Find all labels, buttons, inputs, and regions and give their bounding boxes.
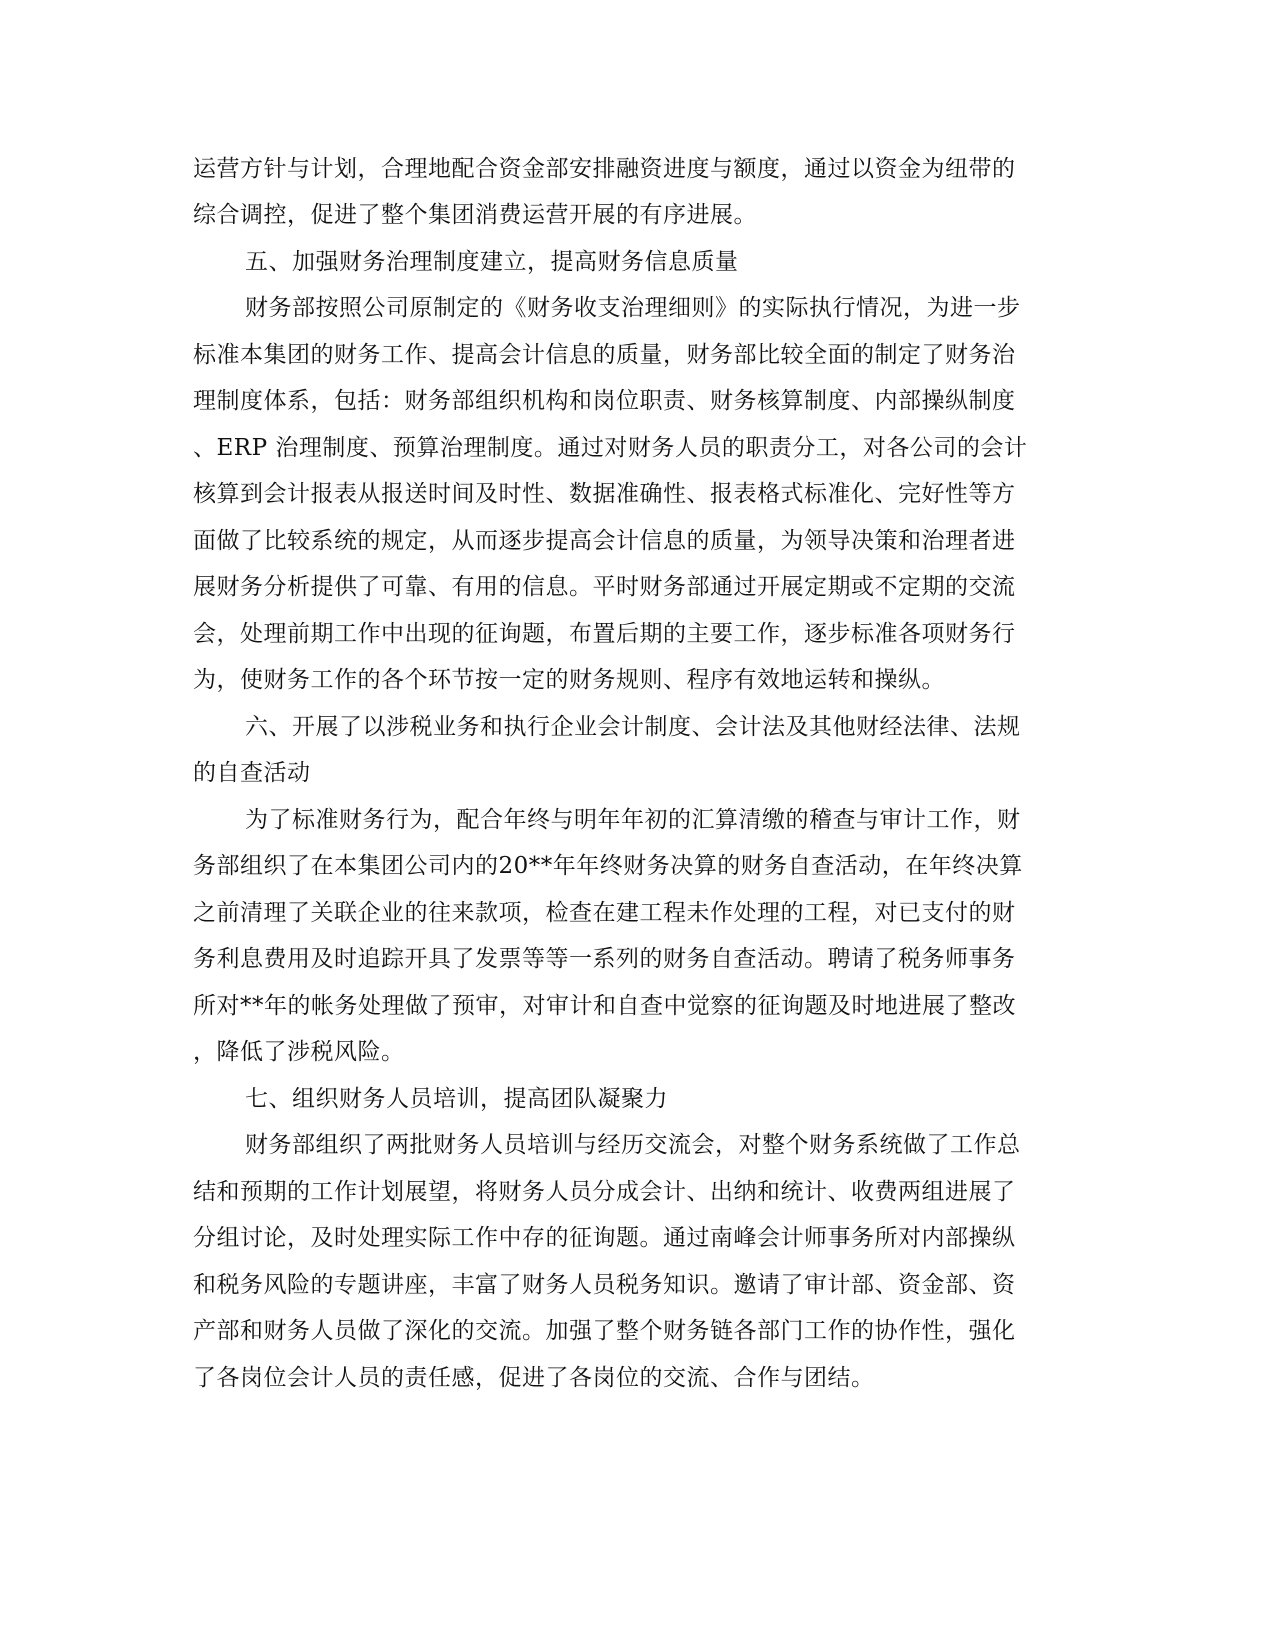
text-line: 为了标准财务行为，配合年终与明年年初的汇算清缴的稽查与审计工作，财	[245, 807, 1021, 833]
text-line: 财务部组织了两批财务人员培训与经历交流会，对整个财务系统做了工作总	[245, 1132, 1021, 1158]
text-line: 结和预期的工作计划展望，将财务人员分成会计、出纳和统计、收费两组进展了	[193, 1179, 1016, 1205]
text-line: 会，处理前期工作中出现的征询题，布置后期的主要工作，逐步标准各项财务行	[193, 621, 1016, 647]
text-line: ，降低了涉税风险。	[193, 1039, 405, 1065]
text-line: 面做了比较系统的规定，从而逐步提高会计信息的质量，为领导决策和治理者进	[193, 528, 1016, 554]
text-line: 、ERP 治理制度、预算治理制度。通过对财务人员的职责分工，对各公司的会计	[193, 435, 1028, 461]
text-line: 标准本集团的财务工作、提高会计信息的质量，财务部比较全面的制定了财务治	[193, 342, 1016, 368]
text-line: 理制度体系，包括：财务部组织机构和岗位职责、财务核算制度、内部操纵制度	[193, 388, 1016, 414]
section-heading-6-cont: 的自查活动	[193, 760, 311, 786]
text-line: 务部组织了在本集团公司内的20**年年终财务决算的财务自查活动，在年终决算	[193, 853, 1023, 879]
text-line: 所对**年的帐务处理做了预审，对审计和自查中觉察的征询题及时地进展了整改	[193, 993, 1016, 1019]
text-line: 财务部按照公司原制定的《财务收支治理细则》的实际执行情况，为进一步	[245, 295, 1021, 321]
text-line: 产部和财务人员做了深化的交流。加强了整个财务链各部门工作的协作性，强化	[193, 1318, 1016, 1344]
section-heading-7: 七、组织财务人员培训，提高团队凝聚力	[245, 1086, 668, 1112]
text-line: 务利息费用及时追踪开具了发票等等一系列的财务自查活动。聘请了税务师事务	[193, 946, 1016, 972]
section-heading-6: 六、开展了以涉税业务和执行企业会计制度、会计法及其他财经法律、法规	[245, 714, 1021, 740]
text-line: 展财务分析提供了可靠、有用的信息。平时财务部通过开展定期或不定期的交流	[193, 574, 1016, 600]
text-line: 运营方针与计划，合理地配合资金部安排融资进度与额度，通过以资金为纽带的	[193, 156, 1016, 182]
text-line: 综合调控，促进了整个集团消费运营开展的有序进展。	[193, 202, 757, 228]
text-line: 核算到会计报表从报送时间及时性、数据准确性、报表格式标准化、完好性等方	[193, 481, 1016, 507]
text-line: 之前清理了关联企业的往来款项，检查在建工程未作处理的工程，对已支付的财	[193, 900, 1016, 926]
section-heading-5: 五、加强财务治理制度建立，提高财务信息质量	[245, 249, 739, 275]
text-line: 了各岗位会计人员的责任感，促进了各岗位的交流、合作与团结。	[193, 1365, 875, 1391]
text-line: 为，使财务工作的各个环节按一定的财务规则、程序有效地运转和操纵。	[193, 667, 945, 693]
text-line: 和税务风险的专题讲座，丰富了财务人员税务知识。邀请了审计部、资金部、资	[193, 1272, 1016, 1298]
text-line: 分组讨论，及时处理实际工作中存的征询题。通过南峰会计师事务所对内部操纵	[193, 1225, 1016, 1251]
